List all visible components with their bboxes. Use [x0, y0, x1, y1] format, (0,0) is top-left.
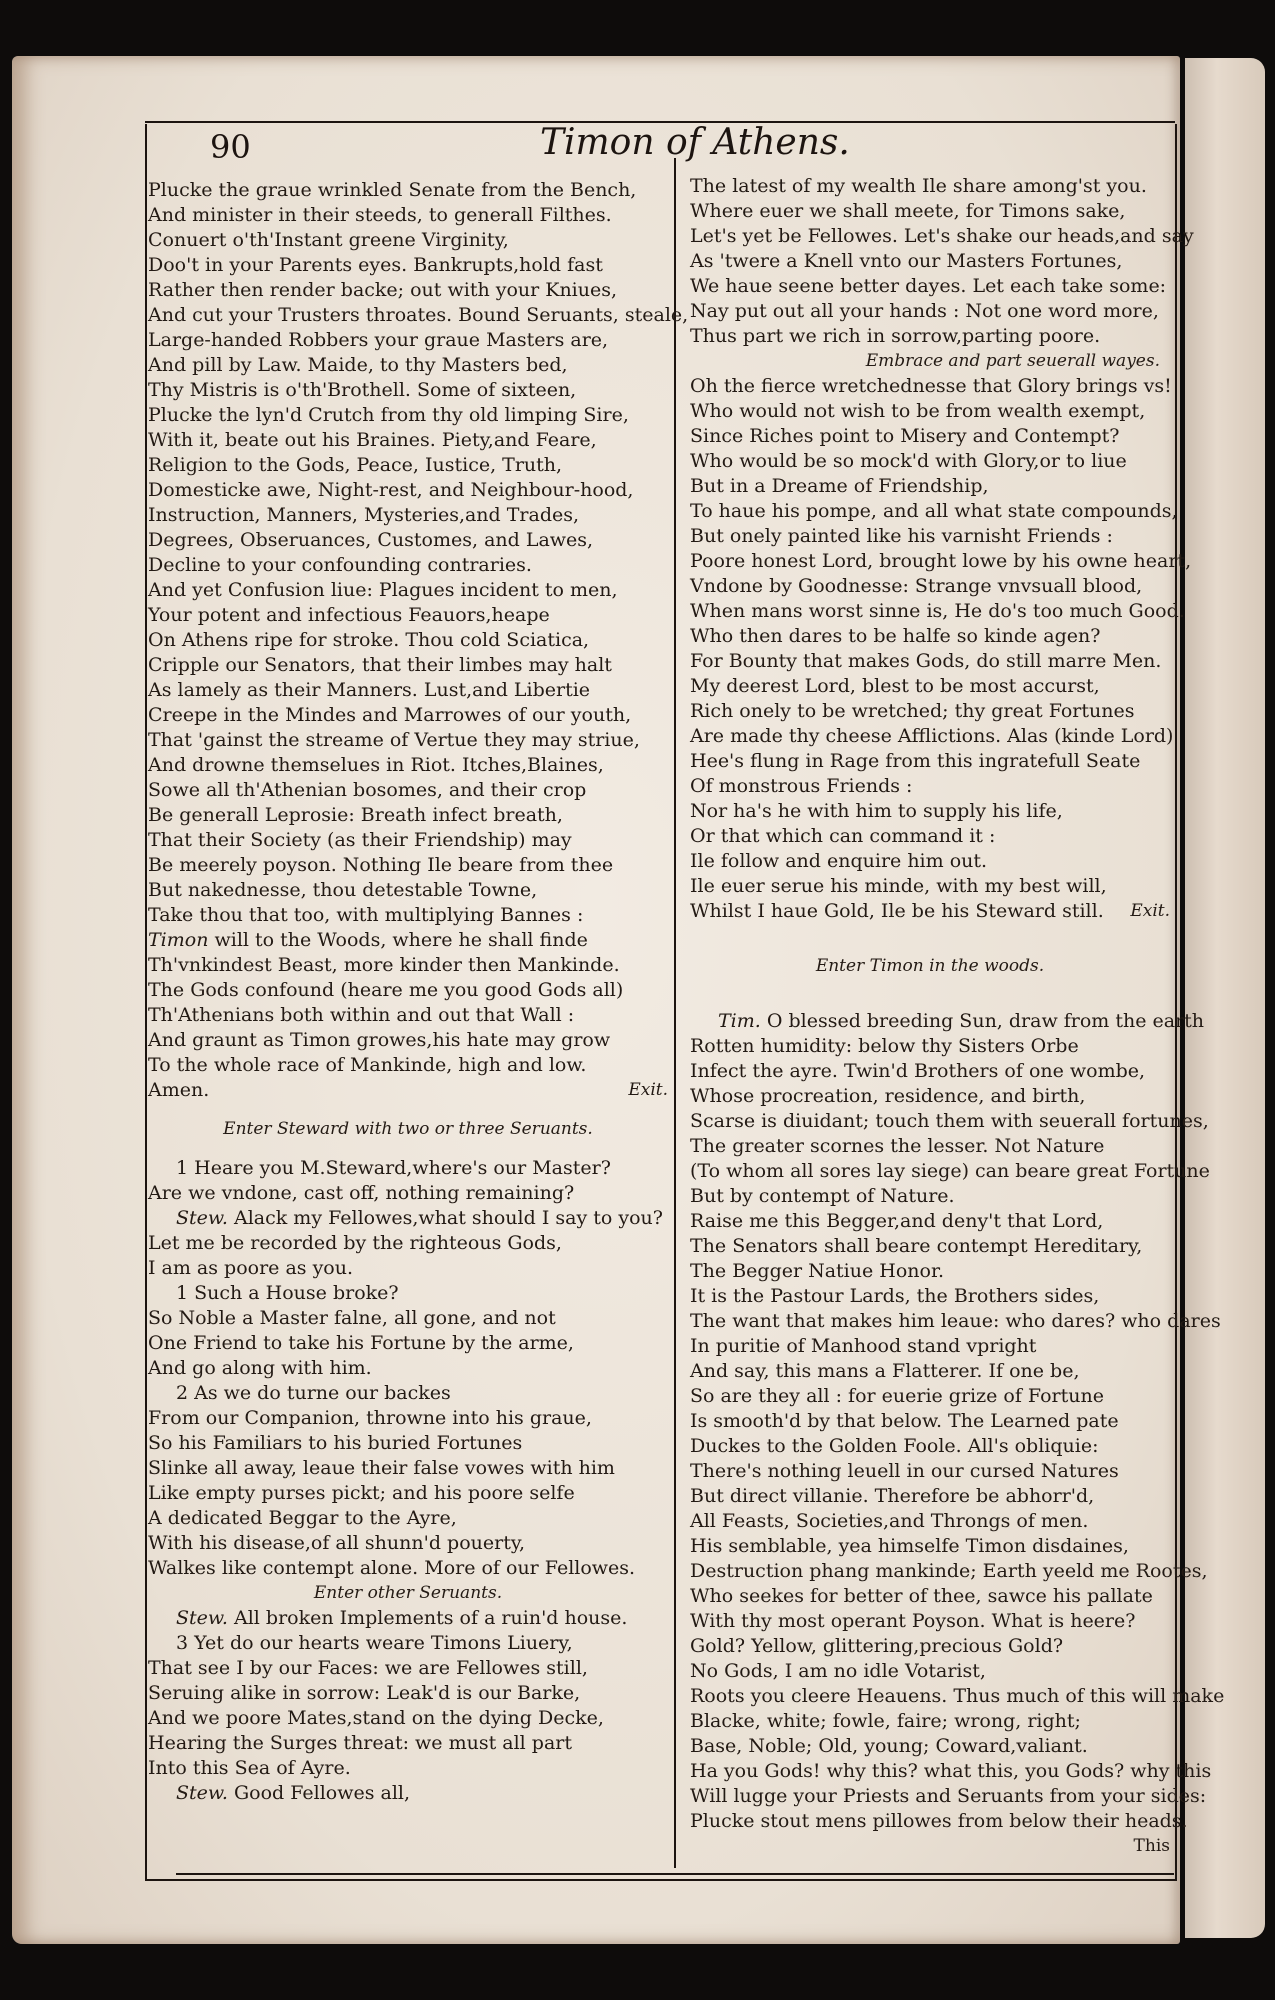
line-text: Religion to the Gods, Peace, Iustice, Truth, [148, 454, 563, 476]
line-text: Slinke all away, leaue their false vowes with him [148, 1457, 615, 1479]
verse-line [690, 1484, 1170, 1509]
verse-line [690, 1184, 1170, 1209]
speaker-prefix: Stew. [176, 1782, 228, 1804]
stage-direction: Enter Steward with two or three Seruants. [223, 1119, 593, 1139]
line-text: Doo't in your Parents eyes. Bankrupts,hold fast [148, 254, 603, 276]
verse-line [148, 603, 668, 628]
footer-rule [176, 1873, 1174, 1875]
verse-line [148, 778, 668, 803]
line-text: Who then dares to be halfe so kinde agen? [690, 625, 1101, 647]
line-text: Cripple our Senators, that their limbes may halt [148, 654, 612, 676]
verse-line [148, 403, 668, 428]
verse-line [690, 274, 1170, 299]
verse-line [148, 1456, 668, 1481]
verse-line [148, 1306, 668, 1331]
verse-line [690, 1109, 1209, 1134]
verse-line [690, 1259, 1170, 1284]
line-text: No Gods, I am no idle Votarist, [690, 1660, 986, 1682]
line-text: In puritie of Manhood stand vpright [690, 1335, 1037, 1357]
verse-line [148, 1078, 668, 1103]
line-text: So Noble a Master falne, all gone, and not [148, 1307, 556, 1329]
stage-direction: Embrace and part seuerall wayes. [865, 351, 1160, 371]
running-title: Timon of Athens. [540, 122, 850, 163]
line-text: Who seekes for better of thee, sawce his pallate [690, 1585, 1153, 1607]
line-text: As lamely as their Manners. Lust,and Libertie [148, 679, 591, 701]
verse-line [148, 978, 668, 1003]
verse-line [690, 1634, 1170, 1659]
line-text: Seruing alike in sorrow: Leak'd is our Barke, [148, 1682, 581, 1704]
line-text: Infect the ayre. Twin'd Brothers of one wombe, [690, 1060, 1146, 1082]
line-text: And graunt as Timon growes,his hate may grow [148, 1029, 611, 1051]
verse-line [690, 1584, 1170, 1609]
verse-line [148, 278, 668, 303]
verse-line [690, 1209, 1170, 1234]
verse-line [148, 703, 668, 728]
line-text: Base, Noble; Old, young; Coward,valiant. [690, 1735, 1088, 1757]
line-text: Destruction phang mankinde; Earth yeeld me Rootes, [690, 1560, 1208, 1582]
line-text: Who would not wish to be from wealth exempt, [690, 400, 1146, 422]
catchword: This [1133, 1836, 1170, 1856]
line-text: Are made thy cheese Afflictions. Alas (kinde Lord) [690, 725, 1174, 747]
right-verse-block-2 [690, 374, 1192, 924]
verse-line [148, 653, 668, 678]
line-text: Conuert o'th'Instant greene Virginity, [148, 229, 509, 251]
verse-line [148, 1606, 668, 1631]
right-verse-block-3 [690, 1009, 1225, 1834]
line-text: And go along with him. [148, 1357, 372, 1379]
line-text: Poore honest Lord, brought lowe by his owne heart, [690, 550, 1192, 572]
verse-line [148, 428, 668, 453]
line-text: But by contempt of Nature. [690, 1185, 955, 1207]
line-text: Of monstrous Friends : [690, 775, 913, 797]
line-text: Your potent and infectious Feauors,heape [148, 604, 550, 626]
line-text: Amen. [148, 1079, 210, 1101]
verse-line [148, 853, 668, 878]
speaker-prefix: Stew. [176, 1607, 228, 1629]
verse-line [148, 1003, 668, 1028]
verse-line [690, 1609, 1170, 1634]
verse-line [690, 1334, 1170, 1359]
line-text: O blessed breeding Sun, draw from the earth [760, 1010, 1205, 1032]
verse-line [690, 224, 1194, 249]
line-text: Raise me this Begger,and deny't that Lord, [690, 1210, 1104, 1232]
verse-line [148, 1381, 668, 1406]
line-text: My deerest Lord, blest to be most accurst, [690, 675, 1100, 697]
line-text: The want that makes him leaue: who dares? who dares [690, 1310, 1221, 1332]
line-text: And we poore Mates,stand on the dying Decke, [148, 1707, 604, 1729]
line-text: That their Society (as their Friendship) may [148, 829, 572, 851]
line-text: will to the Woods, where he shall finde [208, 929, 588, 951]
line-text: Are we vndone, cast off, nothing remaining? [148, 1182, 575, 1204]
stage-direction: Enter Timon in the woods. [815, 956, 1045, 976]
line-text: Th'vnkindest Beast, more kinder then Mankinde. [148, 954, 620, 976]
verse-line [690, 374, 1170, 399]
line-text: Alack my Fellowes,what should I say to you? [227, 1207, 663, 1229]
stage-direction: Enter other Seruants. [313, 1583, 503, 1603]
verse-line [690, 1509, 1170, 1534]
line-text: Whilst I haue Gold, Ile be his Steward still. [690, 900, 1104, 922]
verse-line [690, 874, 1170, 899]
verse-line [690, 724, 1174, 749]
verse-line [148, 328, 668, 353]
line-text: Hearing the Surges threat: we must all part [148, 1732, 572, 1754]
verse-line [690, 674, 1170, 699]
verse-line [690, 1009, 1205, 1034]
line-text: Th'Athenians both within and out that Wall : [148, 1004, 575, 1026]
line-text: But nakednesse, thou detestable Towne, [148, 879, 538, 901]
line-text: But direct villanie. Therefore be abhorr'd, [690, 1485, 1095, 1507]
line-text: Domesticke awe, Night-rest, and Neighbour-hood, [148, 479, 634, 501]
line-text: Thy Mistris is o'th'Brothell. Some of sixteen, [148, 379, 577, 401]
line-text: From our Companion, throwne into his graue, [148, 1407, 592, 1429]
verse-line [690, 399, 1170, 424]
verse-line [690, 599, 1185, 624]
verse-line [690, 1084, 1170, 1109]
verse-line [148, 1756, 668, 1781]
verse-line [148, 928, 668, 953]
line-text: And drowne themselues in Riot. Itches,Blaines, [148, 754, 604, 776]
verse-line [148, 1731, 668, 1756]
line-text: Oh the fierce wretchednesse that Glory brings vs! [690, 375, 1172, 397]
line-text: The Begger Natiue Honor. [690, 1260, 944, 1282]
verse-line [148, 1028, 668, 1053]
verse-line [148, 753, 668, 778]
verse-line [148, 478, 668, 503]
verse-line [690, 824, 1170, 849]
verse-line [690, 1284, 1170, 1309]
line-text: Nor ha's he with him to supply his life, [690, 800, 1063, 822]
line-text: Ile follow and enquire him out. [690, 850, 988, 872]
next-page-edge [1185, 58, 1265, 1938]
verse-line [690, 1159, 1210, 1184]
left-verse-block-3 [148, 1606, 668, 1806]
verse-line [148, 628, 668, 653]
line-text: Plucke stout mens pillowes from below their heads. [690, 1810, 1188, 1832]
verse-line [690, 1459, 1170, 1484]
verse-line [690, 1659, 1170, 1684]
line-text: The Gods confound (heare me you good Gods all) [148, 979, 624, 1001]
line-text: The greater scornes the lesser. Not Nature [690, 1135, 1105, 1157]
verse-line [690, 1434, 1170, 1459]
line-text: Hee's flung in Rage from this ingratefull Seate [690, 750, 1141, 772]
verse-line [690, 449, 1170, 474]
verse-line [690, 849, 1170, 874]
line-text: Whose procreation, residence, and birth, [690, 1085, 1086, 1107]
verse-line [148, 1781, 668, 1806]
exit-direction: Exit. [628, 1080, 668, 1100]
verse-line [148, 1156, 668, 1181]
line-text: Ile euer serue his minde, with my best will, [690, 875, 1107, 897]
verse-line [690, 1309, 1221, 1334]
line-text: All broken Implements of a ruin'd house. [227, 1607, 628, 1629]
line-text: Thus part we rich in sorrow,parting poore. [690, 325, 1101, 347]
verse-line [148, 903, 668, 928]
verse-line [148, 728, 668, 753]
speaker-prefix: Stew. [176, 1207, 228, 1229]
verse-line [690, 324, 1170, 349]
line-text: It is the Pastour Lards, the Brothers sides, [690, 1285, 1100, 1307]
verse-line [690, 474, 1170, 499]
line-text: Walkes like contempt alone. More of our Fellowes. [148, 1557, 636, 1579]
line-text: All Feasts, Societies,and Throngs of men. [690, 1510, 1089, 1532]
verse-line [148, 178, 668, 203]
line-text: As 'twere a Knell vnto our Masters Fortunes, [690, 250, 1123, 272]
verse-line [690, 1734, 1170, 1759]
verse-line [148, 1656, 668, 1681]
verse-line [690, 574, 1170, 599]
line-text: Who would be so mock'd with Glory,or to liue [690, 450, 1127, 472]
line-text: Let me be recorded by the righteous Gods, [148, 1232, 562, 1254]
line-text: Is smooth'd by that below. The Learned pate [690, 1410, 1119, 1432]
line-text: Blacke, white; fowle, faire; wrong, right; [690, 1710, 1081, 1732]
verse-line [148, 1256, 668, 1281]
line-text: We haue seene better dayes. Let each take some: [690, 275, 1167, 297]
verse-line [148, 1206, 668, 1231]
line-text: Like empty purses pickt; and his poore selfe [148, 1482, 575, 1504]
page-number: 90 [210, 128, 251, 166]
line-text: When mans worst sinne is, He do's too much Good. [690, 600, 1185, 622]
line-text: Be meerely poyson. Nothing Ile beare from thee [148, 854, 614, 876]
verse-line [690, 1234, 1170, 1259]
line-text: Roots you cleere Heauens. Thus much of this will make [690, 1685, 1225, 1707]
verse-line [148, 878, 668, 903]
exit-direction: Exit. [1130, 901, 1170, 921]
right-verse-block-1 [690, 174, 1194, 349]
verse-line [690, 1759, 1212, 1784]
verse-line [148, 203, 668, 228]
line-text: Decline to your confounding contraries. [148, 554, 532, 576]
line-text: But onely painted like his varnisht Friends : [690, 525, 1113, 547]
verse-line [148, 1181, 668, 1206]
line-text: There's nothing leuell in our cursed Natures [690, 1460, 1119, 1482]
line-text: That 'gainst the streame of Vertue they may striue, [148, 729, 640, 751]
line-text: Gold? Yellow, glittering,precious Gold? [690, 1635, 1064, 1657]
verse-line [148, 803, 668, 828]
line-text: Vndone by Goodnesse: Strange vnvsuall blood, [690, 575, 1143, 597]
verse-line [148, 553, 668, 578]
verse-line [690, 1559, 1208, 1584]
verse-line [690, 624, 1170, 649]
verse-line [690, 774, 1170, 799]
line-text: (To whom all sores lay siege) can beare great Fortune [690, 1160, 1210, 1182]
verse-line [148, 1281, 668, 1306]
line-text: To haue his pompe, and all what state compounds, [690, 500, 1178, 522]
verse-line [690, 1534, 1170, 1559]
line-text: Will lugge your Priests and Seruants from your sides: [690, 1785, 1207, 1807]
verse-line [148, 1406, 668, 1431]
line-text: A dedicated Beggar to the Ayre, [148, 1507, 457, 1529]
verse-line [148, 1481, 668, 1506]
verse-line [690, 249, 1170, 274]
line-text: Creepe in the Mindes and Marrowes of our youth, [148, 704, 632, 726]
italic-name: Timon [148, 929, 209, 951]
verse-line [148, 678, 668, 703]
verse-line [148, 1556, 668, 1581]
line-text: And cut your Trusters throates. Bound Seruants, steale, [148, 304, 689, 326]
line-text: For Bounty that makes Gods, do still marre Men. [690, 650, 1162, 672]
verse-line [690, 174, 1170, 199]
line-text: His semblable, yea himselfe Timon disdaines, [690, 1535, 1129, 1557]
line-text: The Senators shall beare contempt Hereditary, [690, 1235, 1143, 1257]
line-text: Plucke the graue wrinkled Senate from the Bench, [148, 179, 637, 201]
line-text: Be generall Leprosie: Breath infect breath, [148, 804, 563, 826]
verse-line [148, 1356, 668, 1381]
line-text: Good Fellowes all, [227, 1782, 411, 1804]
line-text: And minister in their steeds, to generall Filthes. [148, 204, 612, 226]
verse-line [690, 899, 1170, 924]
verse-line [690, 1784, 1207, 1809]
line-text: Into this Sea of Ayre. [148, 1757, 351, 1779]
line-text: I am as poore as you. [148, 1257, 354, 1279]
line-text: Plucke the lyn'd Crutch from thy old limping Sire, [148, 404, 629, 426]
verse-line [690, 1684, 1225, 1709]
verse-line [690, 1134, 1170, 1159]
verse-line [690, 1059, 1170, 1084]
verse-line [148, 1631, 668, 1656]
left-verse-block-2 [148, 1156, 668, 1581]
verse-line [690, 699, 1170, 724]
line-text: With it, beate out his Braines. Piety,and Feare, [148, 429, 597, 451]
verse-line [690, 749, 1170, 774]
verse-line [148, 1331, 668, 1356]
line-text: So his Familiars to his buried Fortunes [148, 1432, 523, 1454]
verse-line [148, 303, 689, 328]
verse-line [690, 199, 1170, 224]
line-text: Rather then render backe; out with your Kniues, [148, 279, 618, 301]
verse-line [690, 1359, 1170, 1384]
verse-line [148, 378, 668, 403]
line-text: And yet Confusion liue: Plagues incident to men, [148, 579, 618, 601]
verse-line [690, 424, 1170, 449]
verse-line [690, 1034, 1170, 1059]
line-text: 3 Yet do our hearts weare Timons Liuery, [176, 1632, 573, 1654]
line-text: One Friend to take his Fortune by the arme, [148, 1332, 574, 1354]
line-text: Nay put out all your hands : Not one word more, [690, 300, 1159, 322]
line-text: Where euer we shall meete, for Timons sake, [690, 200, 1126, 222]
line-text: But in a Dreame of Friendship, [690, 475, 989, 497]
line-text: With thy most operant Poyson. What is heere? [690, 1610, 1136, 1632]
line-text: 1 Such a House broke? [176, 1282, 399, 1304]
verse-line [148, 953, 668, 978]
line-text: Or that which can command it : [690, 825, 996, 847]
verse-line [148, 453, 668, 478]
right-column [690, 174, 1225, 1859]
left-verse-block-1 [148, 178, 689, 1103]
line-text: Scarse is diuidant; touch them with seuerall fortunes, [690, 1110, 1209, 1132]
line-text: On Athens ripe for stroke. Thou cold Sciatica, [148, 629, 590, 651]
line-text: Rotten humidity: below thy Sisters Orbe [690, 1035, 1079, 1057]
verse-line [148, 228, 668, 253]
line-text: 1 Heare you M.Steward,where's our Master? [176, 1157, 611, 1179]
column-divider [674, 158, 676, 1868]
verse-line [690, 499, 1178, 524]
verse-line [690, 524, 1170, 549]
line-text: Large-handed Robbers your graue Masters are, [148, 329, 609, 351]
verse-line [690, 649, 1170, 674]
verse-line [690, 1409, 1170, 1434]
line-text: Instruction, Manners, Mysteries,and Trades, [148, 504, 580, 526]
verse-line [148, 503, 668, 528]
verse-line [148, 1531, 668, 1556]
line-text: To the whole race of Mankinde, high and low. [148, 1054, 587, 1076]
line-text: Duckes to the Golden Foole. All's obliquie: [690, 1435, 1099, 1457]
line-text: Sowe all th'Athenian bosomes, and their crop [148, 779, 587, 801]
line-text: Ha you Gods! why this? what this, you Gods? why this [690, 1760, 1212, 1782]
line-text: Rich onely to be wretched; thy great Fortunes [690, 700, 1135, 722]
line-text: Let's yet be Fellowes. Let's shake our heads,and say [690, 225, 1194, 247]
verse-line [148, 353, 668, 378]
verse-line [690, 549, 1192, 574]
verse-line [690, 299, 1170, 324]
verse-line [148, 528, 668, 553]
verse-line [690, 1809, 1188, 1834]
line-text: Take thou that too, with multiplying Bannes : [148, 904, 584, 926]
verse-line [148, 1053, 668, 1078]
verse-line [690, 1384, 1170, 1409]
verse-line [148, 1431, 668, 1456]
verse-line [148, 1706, 668, 1731]
verse-line [148, 578, 668, 603]
line-text: That see I by our Faces: we are Fellowes still, [148, 1657, 588, 1679]
line-text: 2 As we do turne our backes [176, 1382, 451, 1404]
line-text: Since Riches point to Misery and Contempt? [690, 425, 1120, 447]
verse-line [148, 253, 668, 278]
verse-line [148, 1506, 668, 1531]
line-text: The latest of my wealth Ile share among'st you. [690, 175, 1147, 197]
line-text: So are they all : for euerie grize of Fortune [690, 1385, 1104, 1407]
verse-line [690, 1709, 1170, 1734]
verse-line [690, 799, 1170, 824]
speaker-prefix: Tim. [718, 1010, 761, 1032]
line-text: Degrees, Obseruances, Customes, and Lawes, [148, 529, 594, 551]
verse-line [148, 1231, 668, 1256]
verse-line [148, 828, 668, 853]
line-text: With his disease,of all shunn'd pouerty, [148, 1532, 526, 1554]
line-text: And say, this mans a Flatterer. If one be, [690, 1360, 1080, 1382]
line-text: And pill by Law. Maide, to thy Masters bed, [148, 354, 568, 376]
verse-line [148, 1681, 668, 1706]
left-column [148, 178, 689, 1806]
